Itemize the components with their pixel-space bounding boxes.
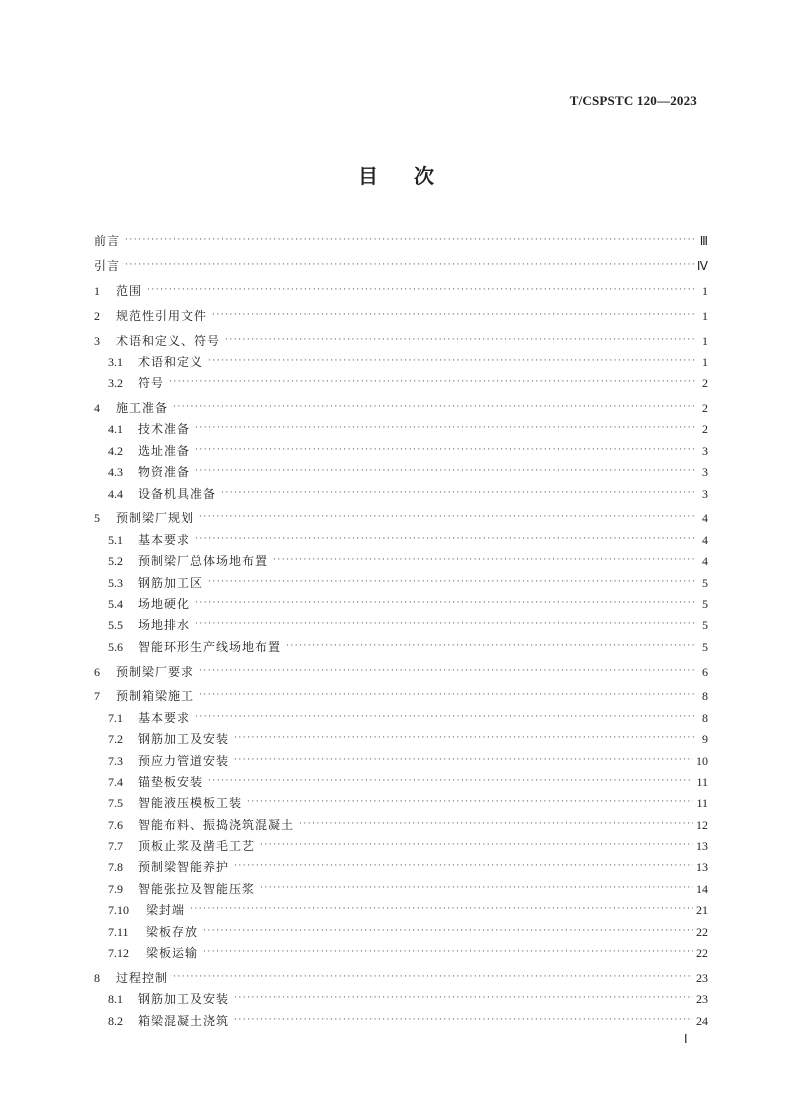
dot-leader — [208, 777, 693, 786]
toc-entry-number: 4.1 — [108, 422, 123, 437]
toc-entry-number: 8 — [94, 970, 100, 985]
toc-entry-page: 4 — [702, 554, 708, 569]
dot-leader — [195, 424, 695, 433]
toc-entry[interactable] — [94, 657, 708, 678]
dot-leader — [195, 599, 695, 608]
toc-entry[interactable] — [94, 590, 708, 611]
dot-leader — [234, 862, 693, 871]
toc-entry-label: 预制梁智能养护 — [138, 860, 230, 875]
toc-entry-label: 术语和定义 — [138, 354, 204, 369]
toc-entry-page: 21 — [696, 903, 708, 918]
toc-entry-number: 5.6 — [108, 639, 123, 654]
toc-entry-label: 选址准备 — [138, 443, 191, 458]
dot-leader — [190, 905, 693, 914]
dot-leader — [299, 820, 693, 829]
dot-leader — [221, 489, 695, 498]
toc-entry-label: 物资准备 — [138, 465, 191, 480]
toc-entry[interactable] — [94, 896, 708, 917]
toc-entry-number: 5.3 — [108, 575, 123, 590]
toc-entry[interactable] — [94, 746, 708, 767]
toc-entry-page: 2 — [702, 422, 708, 437]
standard-code: T/CSPSTC 120—2023 — [569, 93, 697, 108]
toc-entry[interactable] — [94, 853, 708, 874]
toc-entry-number: 4 — [94, 401, 100, 416]
toc-entry-label: 范围 — [116, 283, 143, 298]
toc-entry-number: 7.12 — [108, 946, 129, 961]
toc-entry-page: 22 — [696, 924, 708, 939]
toc-entry-label: 基本要求 — [138, 710, 191, 725]
toc-entry-page: 8 — [702, 689, 708, 704]
page-title: 目次 — [358, 164, 470, 188]
toc-entry-label: 钢筋加工及安装 — [138, 732, 230, 747]
toc-entry-number: 4.2 — [108, 443, 123, 458]
toc-entry-number: 7.8 — [108, 860, 123, 875]
page-number: Ⅰ — [684, 1032, 688, 1046]
dot-leader — [195, 620, 695, 629]
toc-entry-page: 13 — [696, 860, 708, 875]
toc-entry-label: 前言 — [94, 234, 121, 249]
dot-leader — [286, 642, 695, 651]
toc-entry[interactable] — [94, 985, 708, 1006]
toc-entry-number: 3.2 — [108, 376, 123, 391]
toc-entry-page: 9 — [702, 732, 708, 747]
toc-entry-label: 智能张拉及智能压浆 — [138, 881, 256, 896]
toc-entry-number: 7.4 — [108, 774, 123, 789]
dot-leader — [173, 403, 695, 412]
toc-entry-label: 锚垫板安装 — [138, 774, 204, 789]
toc-entry-page: 4 — [702, 511, 708, 526]
toc-entry-number: 8.1 — [108, 992, 123, 1007]
toc-entry-label: 术语和定义、符号 — [116, 333, 221, 348]
toc-entry-page: Ⅲ — [699, 234, 708, 249]
dot-leader — [125, 236, 695, 245]
toc-entry-label: 智能液压模板工装 — [138, 796, 243, 811]
toc-entry-number: 7.2 — [108, 732, 123, 747]
toc-entry[interactable] — [94, 369, 708, 390]
dot-leader — [199, 691, 695, 700]
toc-entry-page: 10 — [696, 753, 708, 768]
dot-leader — [203, 927, 693, 936]
toc-entry-page: 3 — [702, 486, 708, 501]
dot-leader — [208, 357, 695, 366]
toc-entry-page: 22 — [696, 946, 708, 961]
toc-entry[interactable] — [94, 939, 708, 960]
dot-leader — [260, 841, 693, 850]
toc-entry-number: 3 — [94, 333, 100, 348]
dot-leader — [199, 667, 695, 676]
toc-entry[interactable] — [94, 632, 708, 653]
toc-entry-label: 规范性引用文件 — [116, 308, 208, 323]
toc-entry-label: 智能布料、振捣浇筑混凝土 — [138, 817, 295, 832]
toc-entry-page: Ⅳ — [696, 259, 708, 274]
toc-entry-number: 5 — [94, 511, 100, 526]
toc-entry-page: 14 — [696, 881, 708, 896]
table-of-contents — [94, 227, 708, 1028]
dot-leader — [195, 446, 695, 455]
dot-leader — [195, 713, 695, 722]
dot-leader — [247, 798, 693, 807]
toc-entry-label: 梁板存放 — [146, 924, 199, 939]
toc-entry-number: 6 — [94, 664, 100, 679]
toc-entry-label: 过程控制 — [116, 970, 169, 985]
toc-entry[interactable] — [94, 348, 708, 369]
toc-entry-page: 5 — [702, 575, 708, 590]
toc-entry-number: 7.3 — [108, 753, 123, 768]
toc-entry[interactable] — [94, 525, 708, 546]
toc-entry-page: 5 — [702, 596, 708, 611]
toc-entry[interactable] — [94, 326, 708, 347]
toc-entry[interactable] — [94, 682, 708, 703]
dot-leader — [195, 467, 695, 476]
dot-leader — [225, 336, 695, 345]
toc-entry-page: 2 — [702, 376, 708, 391]
toc-entry[interactable] — [94, 768, 708, 789]
toc-entry-page: 5 — [702, 639, 708, 654]
toc-entry-page: 6 — [702, 664, 708, 679]
toc-entry-number: 1 — [94, 283, 100, 298]
dot-leader — [199, 513, 695, 522]
dot-leader — [234, 994, 693, 1003]
dot-leader — [125, 261, 694, 270]
toc-entry-number: 7.11 — [108, 924, 129, 939]
toc-entry-number: 7.6 — [108, 817, 123, 832]
toc-entry[interactable] — [94, 479, 708, 500]
toc-entry-page: 2 — [702, 401, 708, 416]
toc-entry-page: 1 — [702, 333, 708, 348]
toc-entry-label: 智能环形生产线场地布置 — [138, 639, 282, 654]
toc-entry-label: 箱梁混凝土浇筑 — [138, 1013, 230, 1028]
toc-entry-page: 11 — [696, 774, 708, 789]
dot-leader — [212, 311, 695, 320]
dot-leader — [195, 535, 695, 544]
toc-entry-page: 1 — [702, 283, 708, 298]
toc-entry[interactable] — [94, 301, 708, 322]
toc-entry-page: 1 — [702, 308, 708, 323]
toc-entry-number: 7 — [94, 689, 100, 704]
toc-entry-label: 引言 — [94, 259, 121, 274]
toc-entry-label: 施工准备 — [116, 401, 169, 416]
dot-leader — [208, 578, 695, 587]
toc-entry[interactable] — [94, 227, 708, 248]
toc-entry-page: 4 — [702, 532, 708, 547]
toc-entry-number: 7.10 — [108, 903, 129, 918]
toc-entry-label: 预制箱梁施工 — [116, 689, 195, 704]
toc-entry-label: 预应力管道安装 — [138, 753, 230, 768]
toc-entry-page: 13 — [696, 839, 708, 854]
toc-entry-label: 符号 — [138, 376, 165, 391]
toc-entry-label: 设备机具准备 — [138, 486, 217, 501]
toc-entry[interactable] — [94, 874, 708, 895]
toc-entry-page: 3 — [702, 443, 708, 458]
toc-entry-number: 4.3 — [108, 465, 123, 480]
toc-entry-label: 场地排水 — [138, 618, 191, 633]
toc-entry[interactable] — [94, 394, 708, 415]
toc-entry-label: 钢筋加工及安装 — [138, 992, 230, 1007]
toc-entry-page: 23 — [696, 970, 708, 985]
toc-entry[interactable] — [94, 436, 708, 457]
toc-entry[interactable] — [94, 277, 708, 298]
toc-entry-label: 梁板运输 — [146, 946, 199, 961]
toc-entry-number: 7.5 — [108, 796, 123, 811]
toc-entry[interactable] — [94, 252, 708, 273]
toc-entry-page: 3 — [702, 465, 708, 480]
toc-entry[interactable] — [94, 703, 708, 724]
toc-entry-number: 4.4 — [108, 486, 123, 501]
toc-entry-page: 5 — [702, 618, 708, 633]
toc-entry-label: 场地硬化 — [138, 596, 191, 611]
toc-entry-number: 5.2 — [108, 554, 123, 569]
toc-entry-label: 预制梁厂要求 — [116, 664, 195, 679]
toc-entry-label: 预制梁厂规划 — [116, 511, 195, 526]
toc-entry[interactable] — [94, 415, 708, 436]
toc-entry[interactable] — [94, 568, 708, 589]
toc-entry-page: 24 — [696, 1013, 708, 1028]
toc-entry[interactable] — [94, 547, 708, 568]
toc-entry[interactable] — [94, 458, 708, 479]
dot-leader — [173, 973, 693, 982]
toc-entry-number: 5.1 — [108, 532, 123, 547]
toc-entry-label: 钢筋加工区 — [138, 575, 204, 590]
toc-entry[interactable] — [94, 810, 708, 831]
toc-entry-label: 梁封端 — [146, 903, 186, 918]
toc-entry-number: 8.2 — [108, 1013, 123, 1028]
toc-entry[interactable] — [94, 917, 708, 938]
toc-entry[interactable] — [94, 963, 708, 984]
toc-entry-number: 7.7 — [108, 839, 123, 854]
dot-leader — [147, 286, 695, 295]
toc-entry[interactable] — [94, 789, 708, 810]
toc-entry-page: 12 — [696, 817, 708, 832]
toc-entry-number: 5.5 — [108, 618, 123, 633]
toc-entry-label: 基本要求 — [138, 532, 191, 547]
dot-leader — [169, 378, 695, 387]
toc-entry-number: 2 — [94, 308, 100, 323]
toc-entry[interactable] — [94, 725, 708, 746]
dot-leader — [234, 756, 693, 765]
toc-entry[interactable] — [94, 611, 708, 632]
dot-leader — [234, 734, 695, 743]
toc-entry[interactable] — [94, 832, 708, 853]
toc-entry-number: 3.1 — [108, 354, 123, 369]
toc-entry-number: 7.1 — [108, 710, 123, 725]
dot-leader — [203, 948, 693, 957]
toc-entry-page: 1 — [702, 354, 708, 369]
toc-entry[interactable] — [94, 1006, 708, 1027]
toc-entry-label: 顶板止浆及凿毛工艺 — [138, 839, 256, 854]
toc-entry[interactable] — [94, 504, 708, 525]
dot-leader — [234, 1016, 693, 1025]
toc-entry-number: 5.4 — [108, 596, 123, 611]
toc-entry-label: 预制梁厂总体场地布置 — [138, 554, 269, 569]
toc-entry-page: 23 — [696, 992, 708, 1007]
toc-entry-label: 技术准备 — [138, 422, 191, 437]
toc-entry-page: 11 — [696, 796, 708, 811]
dot-leader — [260, 884, 693, 893]
toc-entry-number: 7.9 — [108, 881, 123, 896]
toc-entry-page: 8 — [702, 710, 708, 725]
dot-leader — [273, 556, 695, 565]
